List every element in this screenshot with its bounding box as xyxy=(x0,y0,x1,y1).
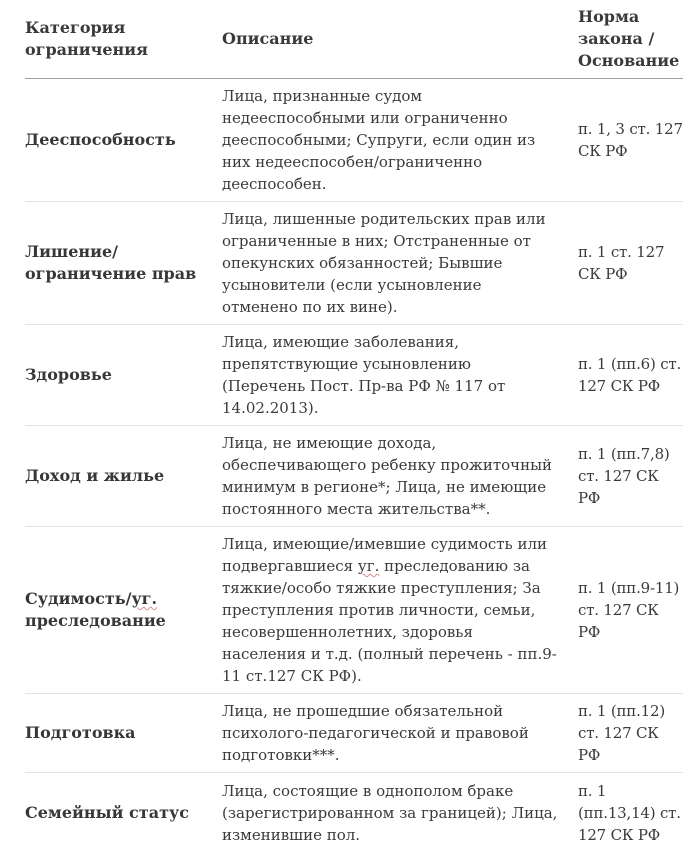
description-cell xyxy=(222,79,578,202)
norm-cell: п. 1 (пп.6) ст. 127 СК РФ xyxy=(578,325,683,426)
table-row xyxy=(25,202,683,325)
category-cell xyxy=(25,325,222,426)
norm-cell: п. 1 (пп.12) ст. 127 СК РФ xyxy=(578,694,683,773)
table-row xyxy=(25,773,683,854)
category-cell xyxy=(25,527,222,694)
misspelled-word: уг. xyxy=(357,557,380,575)
norm-cell: п. 1 (пп.9-11) ст. 127 СК РФ xyxy=(578,527,683,694)
text-segment: преследованию за тяжкие/особо тяжкие преступления; За преступления против личности, семьи, несовершеннолетних, здоровья населения и т.д. (полный перечень - пп.9-11 ст.127 СК РФ). xyxy=(222,557,557,685)
text-segment: Здоровье xyxy=(25,365,112,384)
restrictions-table xyxy=(25,0,683,854)
text-segment: Лица, имеющие заболевания, препятствующие усыновлению (Перечень Пост. Пр-ва РФ № 117 от 14.02.2013). xyxy=(222,333,506,417)
category-cell xyxy=(25,79,222,202)
text-segment: Лица, имеющие/имевшие судимость или подвергавшиеся xyxy=(222,535,548,575)
text-segment: Дееспособность xyxy=(25,130,176,149)
table-row xyxy=(25,79,683,202)
norm-cell: п. 1 (пп.13,14) ст. 127 СК РФ xyxy=(578,782,681,845)
text-segment: Лишение/ограничение прав xyxy=(25,242,197,283)
text-segment: Лица, лишенные родительских прав или ограниченные в них; Отстраненные от опекунских обязанностей; Бывшие усыновители (если усыновление отменено по их вине). xyxy=(222,210,546,316)
header-row xyxy=(25,0,683,79)
norm-cell: п. 1 ст. 127 СК РФ xyxy=(578,202,683,325)
category-cell xyxy=(25,426,222,527)
text-segment: Семейный статус xyxy=(25,803,189,823)
description-cell xyxy=(222,426,578,527)
description-cell xyxy=(222,694,578,773)
text-segment: преследование xyxy=(25,611,166,630)
category-cell xyxy=(25,694,222,773)
column-header-category: Категория ограничения xyxy=(25,0,222,79)
text-segment: Подготовка xyxy=(25,723,136,742)
category-cell xyxy=(25,773,222,854)
text-segment: Судимость/ xyxy=(25,589,132,608)
table-row xyxy=(25,426,683,527)
text-segment: Лица, состоящие в однополом браке (зарегистрированном за границей); Лица, изменившие пол. xyxy=(222,782,558,845)
misspelled-word: уг. xyxy=(131,589,158,608)
table-row xyxy=(25,527,683,694)
text-segment: Лица, не имеющие дохода, обеспечивающего ребенку прожиточный минимум в регионе*; Лица, не имеющие постоянного места жительства**. xyxy=(222,434,553,518)
text-segment: Доход и жилье xyxy=(25,466,165,485)
description-cell xyxy=(222,325,578,426)
text-segment: Лица, признанные судом недееспособными или ограниченно дееспособными; Супруги, если один из них недееспособен/ограниченно дееспособен. xyxy=(222,87,536,193)
text-segment: Лица, не прошедшие обязательной психолого-педагогической и правовой подготовки***. xyxy=(222,702,529,764)
description-cell xyxy=(222,202,578,325)
column-header-description: Описание xyxy=(222,0,578,79)
description-cell xyxy=(222,773,578,854)
table-row xyxy=(25,694,683,773)
norm-cell: п. 1 (пп.7,8) ст. 127 СК РФ xyxy=(578,426,683,527)
norm-cell: п. 1, 3 ст. 127 СК РФ xyxy=(578,79,683,202)
column-header-norm: Норма закона / Основание xyxy=(578,0,683,79)
table-row xyxy=(25,325,683,426)
description-cell xyxy=(222,527,578,694)
table-body xyxy=(25,79,683,854)
category-cell xyxy=(25,202,222,325)
